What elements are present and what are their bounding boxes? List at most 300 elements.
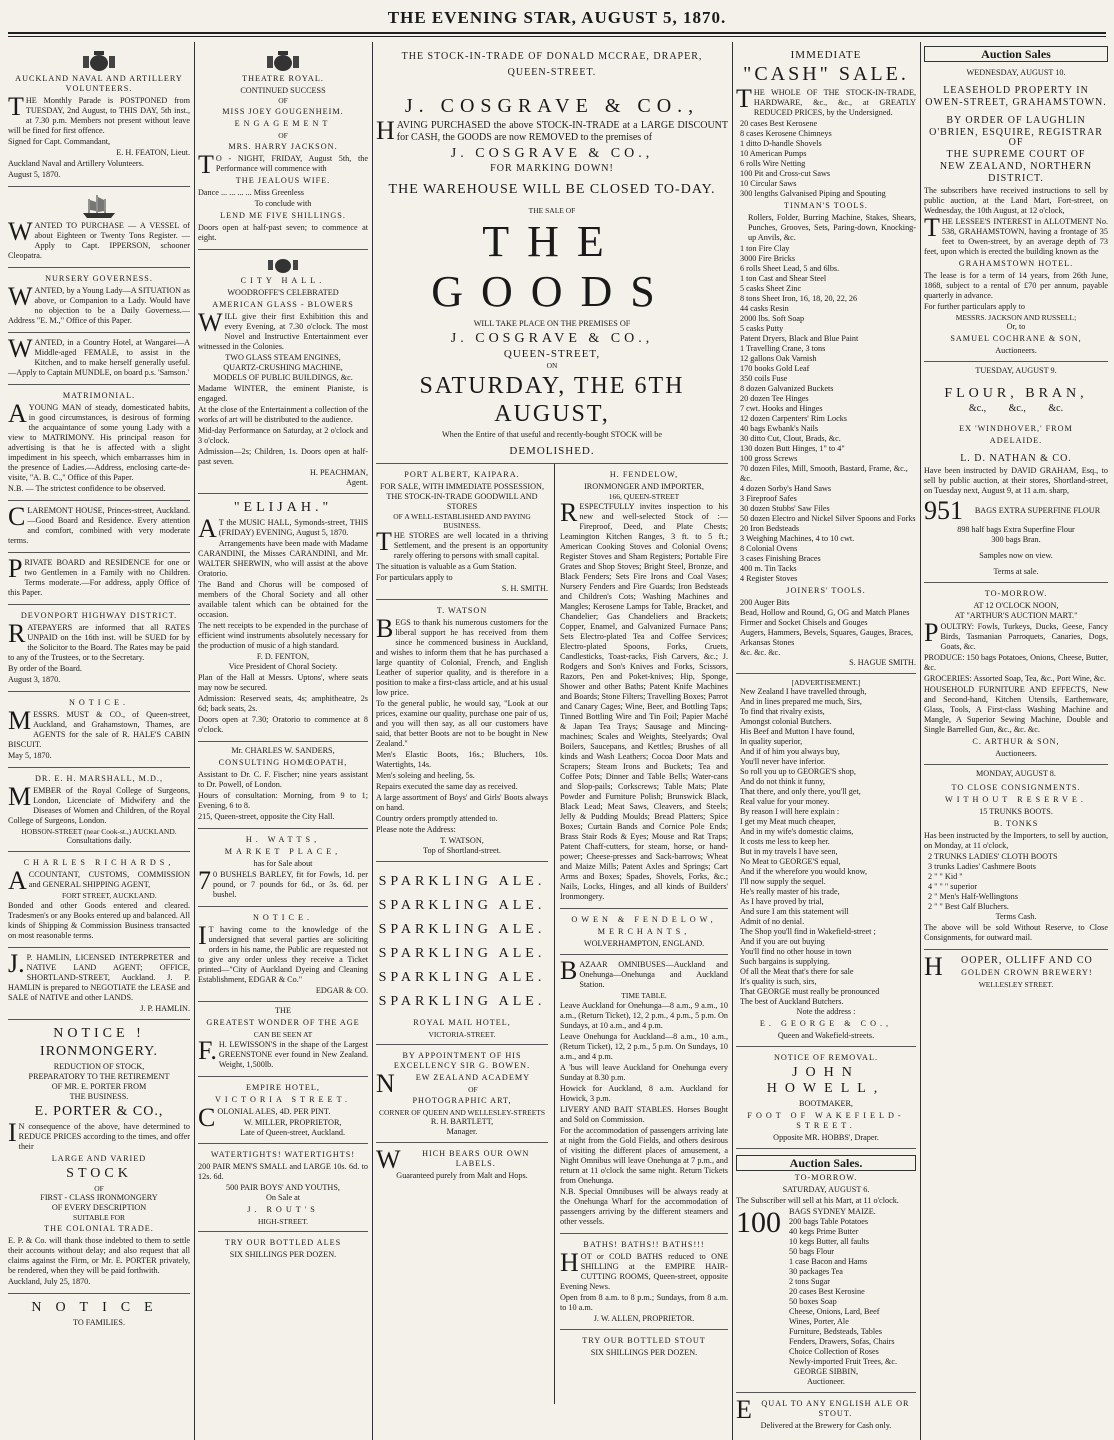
ad-heading: CITY HALL. (240, 276, 326, 285)
list-item: 350 coils Fuse (740, 374, 788, 383)
ad-line: Guaranteed purely from Malt and Hops. (396, 1171, 528, 1180)
item-list (736, 119, 916, 199)
ad-line: OF (94, 1184, 104, 1193)
marshall-ad (8, 768, 190, 852)
ad-heading: IMMEDIATE (790, 49, 862, 61)
ad-body: 200 PAIR MEN'S SMALL and LARGE 10s. 6d. to 12s. 6d. (198, 1162, 368, 1181)
ad-line: THE JEALOUS WIFE. (235, 176, 331, 185)
poem-line: And in my wife's domestic claims, (740, 827, 854, 836)
ad-line: LARGE AND VARIED (51, 1154, 147, 1163)
ad-signature: E. GEORGE & CO., (759, 1019, 893, 1028)
list-item: 2 " Men's Half-Wellingtons (928, 892, 1018, 901)
flour-bran-ad (924, 362, 1108, 583)
ad-signature: GEORGE SIBBIN, (793, 1367, 859, 1376)
poem-line: I'll now supply the sequel. (740, 877, 826, 886)
poem-line: And in lines prepared me much, Sirs, (740, 697, 862, 706)
poem-line: Such bargains is supplying. (740, 957, 830, 966)
list-item: 1 ton Cast and Shear Steel (740, 274, 827, 283)
ad-signature: Auctioneers. (995, 749, 1037, 758)
ad-line: IRONMONGER AND IMPORTER, (584, 482, 704, 491)
list-item: Fenders, Drawers, Sofas, Chairs (789, 1337, 895, 1346)
ad-body: Repairs executed the same day as received. (376, 782, 518, 791)
poem-line: Admit of no denial. (740, 917, 805, 926)
ad-heading: E. PORTER & CO., (34, 1104, 164, 1119)
ad-body: RESPECTFULLY invites inspection to his new and well-selected Stock of :— Fireproof, Deed, and Plate Chests; Leamington Kitchen Ranges, 3 ft. to 5 ft.; American Cooking Stoves and Colonial Ovens; Register Stoves and Sham Registers; Portable Fire Grates and Shop Stoves; Bright Steel, Bronze, and Black Fenders; Sets Fire Irons and Coal Vases; Nursery Fenders and Fire Guards; Iron Bedsteads and Children's Cots; Washing Machines and Mangles; Kerosene Lamps for Table, Bracket, and Chandelier; Gas Chandeliers and Brackets; Copper, Enamel, and Galvanized Furnace Pans; Sets Electro-plated Tea and Coffee Services; Electro-plated Spoons, Forks, Cruets, Candlesticks, Toast-racks, Fish Carvers, &c.; J. Rodgers and Son's Knives and Forks, Scissors, Razors, Pen and Poket-knives; Hip, Sponge, Shower and other Baths; Patent Knife Machines and Boards; Stone Filters; Travelling Boxes; Parrot and Canary Cages; Wine, Beer, and Bottling Taps; Tinned Bottling Wire and Tin Foil; Papier Maché & Japan Tea Trays; Sausage and Mincing-machines; Scales and Weights, Steelyards; Oval Boilers, Saucepans, and Kettles; Brushes of all kinds and Wash Leathers; Cocoa Door Mats and Scrapers; Steam Irons and Buckets; Tea and Coffee Pots; Dinner and Table Bells; Water-cans and Slop-pails; Corkscrews; Table Mats; Plate Powder and Furniture Polish; Brunswick Black, Black Lead; Meat Saws, Cleavers, and Steels; Jelly & Pudding Moulds; Bread Platters; Spice Boxes; Curtain Bands and Cornice Pole Ends; Brass Stair Rods & Eyes; Mouse and Rat Traps; Patent Chaff-cutters, for steam, horse, or hand-power; Cheese-presses and Sack-barrows; Wheat and Maize Mills; Patent Axles and Springs; Cart Arms and Boxes; Spades, Shovels, Forks, &c.; Nails, Locks, Hinges, and all kinds of Builders' Ironmongery. (560, 498, 728, 901)
ad-heading: TO CLOSE CONSIGNMENTS. (951, 783, 1081, 792)
ad-body: The subscribers have received instructions to sell by public auction, at the Land Mart, Fort-street, on Wednesday, the 10th August, at 12 o'clock, (924, 186, 1108, 215)
ad-body: The Band and Chorus will be composed of members of the Choral Society and all other available talent which can be obtained for the occasion. (198, 580, 368, 619)
ad-heading: EQUAL TO ANY ENGLISH ALE OR STOUT. (736, 1395, 910, 1424)
ad-line: QUARTZ-CRUSHING MACHINE, (223, 363, 343, 372)
item-list (785, 1207, 916, 1367)
hamlin-ad (8, 948, 190, 1020)
ad-line: ROYAL MAIL HOTEL, (413, 1018, 511, 1027)
ad-body: THE STORES are well located in a thriving Settlement, and the present is an opportunity rarely offering to persons with small capital. (376, 527, 548, 560)
ad-note: N.B. — The strictest confidence to be observed. (8, 484, 166, 493)
column-rule (920, 42, 921, 1440)
ad-signature: Auckland Naval and Artillery Volunteers. (8, 159, 144, 168)
list-item: 5 casks Putty (740, 324, 784, 333)
ad-signature: Vice President of Choral Society. (228, 662, 338, 671)
list-item: 1 case Bacon and Hams (789, 1257, 868, 1266)
poem-line: It costs me less to keep her. (740, 837, 830, 846)
ad-body: The situation is valuable as a Gum Station. (376, 562, 517, 571)
ad-body: PRIVATE BOARD and RESIDENCE for one or two Gentlemen in a Family with no Children. Terms moderate.—For address, apply Office of this Paper. (8, 554, 190, 597)
royal-crest-icon (79, 50, 119, 72)
list-item: 8 tons Sheet Iron, 16, 18, 20, 22, 26 (740, 294, 858, 303)
private-board-ad (8, 553, 190, 605)
poem-line: It's quality is such, sirs, (740, 977, 817, 986)
poem-line: And if the wherefore you would know, (740, 867, 868, 876)
poem-line: You'll never have inferior. (740, 757, 826, 766)
watson-ad (376, 600, 548, 862)
ad-line: FIRST - CLASS IRONMONGERY (40, 1193, 158, 1202)
ad-line: CORNER OF QUEEN AND WELLESLEY-STREETS (378, 1108, 546, 1117)
ad-body: WILL give their first Exhibition this and every Evening, at 7.30 o'clock. The most Novel and Instructive Entertainment ever witnessed in the Colonies. (198, 308, 368, 351)
ad-body: Mid-day Performance on Saturday, at 2 o'clock and 3 o'clock. (198, 426, 368, 445)
ad-signature: Late of Queen-street, Auckland. (240, 1128, 346, 1137)
ad-body: CLAREMONT HOUSE, Princes-street, Auckland.—Good Board and Residence. Every attention and comfort, combined with very moderate terms. (8, 502, 190, 545)
ad-heading: HOOPER, OLLIFF AND CO (924, 952, 1093, 981)
poem-line: He's really master of his trade, (740, 887, 840, 896)
ad-body: Doors open at 7.30; Oratorio to commence at 8 o'clock. (198, 715, 368, 734)
list-item: 2 TRUNKS LADIES' CLOTH BOOTS (928, 852, 1058, 861)
section-heading: Auction Sales. (736, 1155, 916, 1171)
ad-date: August 5, 1870. (8, 170, 61, 179)
list-item: 30 dozen Stubbs' Saw Files (740, 504, 830, 513)
ad-signature: J. P. HAMLIN. (140, 1004, 190, 1013)
ad-body: The lease is for a term of 14 years, from 26th June, 1868, subject to a rental of £70 per annum, payable quarterly in advance. (924, 271, 1108, 300)
poem-lines (736, 687, 916, 1007)
ad-line: Dance ... ... ... ... Miss Greenless (198, 188, 304, 197)
sparkling-ale-ad (376, 862, 548, 1045)
ad-body: WANTED, in a Country Hotel, at Wangarei—A Middle-aged FEMALE, to assist in the Kitchen, and to make herself generally useful.—Apply to Captain MUNDLE, on board p.s. 'Samson.' (8, 334, 190, 377)
ad-body: Please note the Address: (376, 825, 456, 834)
city-hall-ad (198, 250, 368, 494)
kaipara-ad (376, 464, 548, 600)
ad-heading: DR. E. H. MARSHALL, M.D., (34, 774, 164, 783)
poem-line: That there, and only there, you'll get, (740, 787, 861, 796)
ad-heading: JOINERS' TOOLS. (786, 586, 866, 595)
ad-signature: E. H. FEATON, Lieut. (116, 148, 190, 157)
ad-line: BAGS EXTRA SUPERFINE FLOUR (974, 506, 1101, 515)
list-item: Furniture, Bedsteads, Tables (789, 1327, 882, 1336)
ad-heading: AUCKLAND NAVAL AND ARTILLERY VOLUNTEERS. (15, 74, 183, 93)
ad-date: August 3, 1870. (8, 675, 61, 684)
ad-body: Or, to (1006, 322, 1026, 331)
list-item: 200 bags Table Potatoes (789, 1217, 869, 1226)
ad-heading: T. WATSON (436, 606, 488, 615)
ad-body: THE WHOLE OF THE STOCK-IN-TRADE, HARDWARE, &c., &c., at GREATLY REDUCED PRICES, by the Undersigned. (736, 84, 916, 117)
ad-line: FOR MARKING DOWN! (490, 163, 614, 174)
list-item: 10 Circular Saws (740, 179, 797, 188)
ad-heading: WITHOUT RESERVE. (945, 795, 1087, 804)
arthur-mart-ad (924, 583, 1108, 765)
list-item: 7 cwt. Hooks and Hinges (740, 404, 823, 413)
ad-heading: THE WAREHOUSE WILL BE CLOSED TO-DAY. (388, 182, 716, 197)
item-list (736, 244, 916, 584)
ad-body: LIVERY AND BAIT STABLES. Horses Bought and Sold on Commission. (560, 1105, 728, 1124)
theatre-royal-ad (198, 44, 368, 250)
ad-heading: GREATEST WONDER OF THE AGE (206, 1018, 360, 1027)
ad-line: ENGAGEMENT (234, 119, 332, 128)
poem-line: New Zealand I have travelled through, (740, 687, 867, 696)
ad-heading: H. WATTS, (245, 835, 321, 844)
ad-heading: FLOUR, BRAN, (944, 386, 1088, 401)
ad-date: MONDAY, AUGUST 8. (976, 769, 1056, 778)
ad-line: 300 bags Bran. (991, 535, 1041, 544)
ad-body: Have been instructed by DAVID GRAHAM, Esq., to sell by public auction, at their stores, Shortland-street, on Tuesday next, August 9, at 11 a.m. sharp, (924, 466, 1108, 495)
list-item: 2 tons Sugar (789, 1277, 830, 1286)
ad-body: For the accommodation of passengers arriving late at night from the Gold Fields, and others desirous of visiting the different places of amusement, a Night Omnibus will leave Onehunga at 7 p.m., and return at 11 o'clock the same night. Return Tickets from Onehunga. (560, 1126, 728, 1185)
ad-heading: NEW ZEALAND ACADEMY (376, 1069, 531, 1098)
ad-line: OF (278, 131, 288, 140)
ad-body: A large assortment of Boys' and Girls' Boots always on hand. (376, 793, 548, 812)
ad-heading: WHICH BEARS OUR OWN LABELS. (376, 1145, 530, 1174)
ad-heading: SATURDAY, THE 6TH AUGUST, (419, 373, 685, 427)
list-item: 130 dozen Butt Hinges, 1" to 4" (740, 444, 845, 453)
fendelow-ad (560, 464, 728, 909)
list-item: 20 Iron Bedsteads (740, 524, 800, 533)
list-item: 10 kegs Butter, all faults (789, 1237, 869, 1246)
ad-line: Delivered at the Brewery for Cash only. (760, 1421, 892, 1430)
ad-line: MISS JOEY GOUGENHEIM. (222, 107, 344, 116)
cash-sale-ad (736, 44, 916, 674)
ad-line: Opposite MR. HOBBS', Draper. (773, 1133, 879, 1142)
ad-date: WEDNESDAY, AUGUST 10. (966, 68, 1066, 77)
ad-line: Doors open at half-past seven; to commence at eight. (198, 223, 368, 242)
ad-heading: NOTICE ! (53, 1026, 145, 1041)
sanders-ad (198, 742, 368, 829)
ad-heading: NOTICE OF REMOVAL. (773, 1053, 879, 1062)
list-item: Wines, Porter, Ale (789, 1317, 849, 1326)
ad-body: The above will be sold Without Reserve, to Close Consignments, for outward mail. (924, 923, 1108, 942)
ad-body: At the close of the Entertainment a collection of the works of art will be distributed to the audience. (198, 405, 368, 424)
ad-line: CAN BE SEEN AT (253, 1030, 313, 1039)
removal-ad (736, 1047, 916, 1149)
ad-heading: O'BRIEN, ESQUIRE, REGISTRAR OF (929, 127, 1103, 148)
ad-body: Bonded and other Goods entered and cleared. Tradesmen's or any Books entered up and balanced. All kinds of Shipping & Commission Business transacted on most reasonable terms. (8, 901, 190, 940)
list-item: Augers, Hammers, Bevels, Squares, Gauges, Braces, Arkansas Stones (740, 628, 914, 647)
ad-body: THE Monthly Parade is POSTPONED from TUESDAY, 2nd August, to THIS DAY, 5th inst., at 7.30 p.m. Members not present without leave will be fined for first offence. (8, 92, 190, 135)
ad-body: COLONIAL ALES, 4D. PER PINT. (198, 1103, 331, 1132)
list-item: 40 bags Ewbank's Nails (740, 424, 819, 433)
ad-line: BOOTMAKER, (799, 1099, 853, 1108)
poem-line: To find that rivalry exists, (740, 707, 825, 716)
list-item: 2000 lbs. Soft Soap (740, 314, 805, 323)
column-3 (376, 44, 728, 1436)
wanted-vessel-ad (8, 187, 190, 268)
section-heading: Auction Sales (924, 46, 1108, 62)
column-rule (194, 42, 195, 1440)
poem-line: In quality superior, (740, 737, 803, 746)
hooper-brewery-ad (924, 950, 1108, 994)
ad-body: Leave Auckland for Onehunga—8 a.m., 9 a.m., 10 a.m., (Return Ticket), 12, 2 p.m., 4 p.m., 5 p.m. On Sundays, at 10 a.m., and 4 p.m. (560, 1001, 728, 1030)
bazaar-omnibus-ad (560, 955, 728, 1234)
item-list (924, 852, 1108, 912)
ad-line: VICTORIA-STREET. (428, 1030, 496, 1039)
masthead-rule-thin (8, 36, 1106, 37)
list-item: 70 dozen Files, Mill, Smooth, Bastard, Frame, &c., &c. (740, 464, 908, 483)
ad-signature: EDGAR & CO. (315, 986, 368, 995)
list-item: 2 " " Best Calf Bluchers. (928, 902, 1009, 911)
lot-number: 951 (924, 496, 963, 525)
sparkling-ale-line: SPARKLING ALE. (378, 970, 546, 985)
list-item: Patent Dryers, Black and Blue Paint (740, 334, 859, 343)
list-item: 100 gross Screws (740, 454, 798, 463)
ad-body: Has been instructed by the Importers, to sell by auction, on Monday, at 11 o'clock, (924, 831, 1108, 850)
ad-body: Men's soleing and heeling, 5s. (376, 771, 475, 780)
ad-body: MEMBER of the Royal College of Surgeons, London, Licenciate of Midwifery and the Diseases of Women and Children, of the Royal College of Surgeons, London. (8, 782, 190, 825)
ad-heading: LEASEHOLD PROPERTY IN (943, 85, 1089, 96)
bowen-academy-ad (376, 1045, 548, 1143)
poem-line: The Shop you'll find in Wakefield-street ; (740, 927, 876, 936)
ad-line: When the Entire of that useful and recently-bought STOCK will be (442, 430, 662, 439)
ad-hours: Consultations daily. (66, 836, 132, 845)
ad-body: 215, Queen-street, opposite the City Hall. (198, 812, 335, 821)
ad-body: BEGS to thank his numerous customers for the liberal support he has received from them since he commenced business in Auckland, and wishes to inform them that he has purchased a large quantity of Colonial, French, and English Leather of superior quality, and is therefore in a position to make a first-class article, and at his usual low price. (376, 614, 548, 697)
list-item: 40 kegs Prime Butter (789, 1227, 859, 1236)
ad-line: THE STOCK-IN-TRADE GOODWILL AND STORES (386, 492, 538, 511)
column-3-right (560, 464, 728, 1363)
ad-heading: Mr. CHARLES W. SANDERS, (231, 746, 335, 755)
bottled-stout-ad (560, 1330, 728, 1363)
ad-line: AT 12 O'CLOCK NOON, (973, 601, 1059, 610)
lot-number: 100 (736, 1206, 781, 1239)
ad-signature: F. D. FENTON, (256, 652, 310, 661)
ad-heading: TRY OUR BOTTLED ALES (224, 1238, 342, 1247)
ad-line: On Sale at (265, 1193, 301, 1202)
ad-line: Terms Cash. (995, 912, 1037, 921)
greatest-wonder-ad (198, 1002, 368, 1077)
list-item: 4 " " " superior (928, 882, 978, 891)
ad-date: TUESDAY, AUGUST 9. (975, 366, 1057, 375)
column-rule (554, 464, 555, 1404)
list-item: Bead, Hollow and Round, G, OG and Match Planes (740, 608, 910, 617)
ad-heading: DEVONPORT HIGHWAY DISTRICT. (20, 611, 178, 620)
list-item: Newly-imported Fruit Trees, &c. (789, 1357, 898, 1366)
list-item: 4 Register Stoves (740, 574, 798, 583)
auction-lot (736, 1207, 916, 1367)
list-item: BAGS SYDNEY MAIZE. (789, 1207, 876, 1216)
ad-heading: THE STOCK-IN-TRADE OF DONALD MCCRAE, DRAPER, (401, 51, 703, 62)
ad-line: has for Sale about (253, 859, 313, 868)
ad-signature: SAMUEL COCHRANE & SON, (950, 334, 1082, 343)
ad-signature: J. ROUT'S (247, 1205, 319, 1214)
poem-line: And do not think it funny, (740, 777, 825, 786)
ad-line: PREPARATORY TO THE RETIREMENT (28, 1072, 170, 1081)
ad-signature: C. ARTHUR & SON, (972, 737, 1060, 746)
richards-ad (8, 852, 190, 948)
edgar-notice-ad (198, 907, 368, 1002)
column-rule (732, 42, 733, 1440)
ad-signature: By order of the Board. (8, 664, 82, 673)
ad-body: HAVING PURCHASED the above STOCK-IN-TRADE at a LARGE DISCOUNT for CASH, the GOODS are now REMOVED to the premises of (376, 116, 728, 145)
poem-line: And if of him you always buy, (740, 747, 840, 756)
claremont-ad (8, 501, 190, 553)
ad-line: QUEEN-STREET, (503, 348, 601, 360)
ad-heading: TO-MORROW. (984, 589, 1048, 598)
poem-line: As I have proved by trial, (740, 897, 824, 906)
ad-line: SUITABLE FOR (72, 1213, 126, 1222)
ad-body: AYOUNG MAN of steady, domesticated habits, in good circumstances, is desirous of forming the acquaintance of some young Lady with a view to MATRIMONY. His principal reason for advertising is that he is affected with a slight impediment in his speech, which embarrasses him in the presence of Ladies.—Address, enclosing carte-de-visite, "A. B. C.," Office of this Paper. (8, 399, 190, 482)
hale-notice-ad (8, 692, 190, 768)
ad-body: Madame WINTER, the eminent Pianiste, is engaged. (198, 384, 368, 403)
equal-ale-ad (736, 1393, 916, 1436)
ad-heading: NOTICE. (68, 698, 130, 707)
ad-body: MESSRS. MUST & CO., of Queen-street, Auckland, and Grahamstown, Thames, are AGENTS for the sale of R. HALE'S CABIN BISCUIT. (8, 706, 190, 749)
column-2 (198, 44, 368, 1436)
ad-heading: DISTRICT. (988, 173, 1044, 184)
ad-line: WILL TAKE PLACE ON THE PREMISES OF (473, 319, 631, 328)
ad-heading: EX 'WINDHOVER,' FROM (959, 424, 1073, 433)
poem-line: That GEORGE must really be pronounced (740, 987, 880, 996)
ad-line: OF (278, 96, 288, 105)
poem-line: His Beef and Mutton I have found, (740, 727, 855, 736)
ad-heading: QUEEN-STREET. (507, 67, 597, 78)
ad-heading: BY APPOINTMENT OF HIS EXCELLENCY SIR G. BOWEN. (393, 1051, 531, 1070)
ad-heading: THE SUPREME COURT OF (946, 149, 1086, 160)
ad-body: MESSRS. JACKSON AND RUSSELL; (955, 313, 1077, 322)
ad-body: IN consequence of the above, have determined to REDUCE PRICES according to the times, and offer their (8, 1118, 190, 1151)
consignments-ad (924, 765, 1108, 950)
ad-body: POULTRY: Fowls, Turkeys, Ducks, Geese, Fancy Birds, Tasmanian Parroquets, Canaries, Dogs, Goats, &c. (924, 618, 1108, 651)
column-1 (8, 44, 190, 1436)
porter-ironmongery-ad (8, 1020, 190, 1294)
ad-line: 500 PAIR BOYS' AND YOUTHS, (226, 1183, 340, 1192)
labels-ad (376, 1143, 548, 1186)
list-item: 300 lengths Galvanised Piping and Spouting (740, 189, 886, 198)
ad-line: OF (468, 1085, 478, 1094)
list-item: 8 Colonial Ovens (740, 544, 798, 553)
list-item: 50 bags Flour (789, 1247, 835, 1256)
ad-signature: Signed for Capt. Commandant, (8, 137, 111, 146)
ad-signature: HIGH-STREET. (257, 1217, 309, 1226)
ad-body: Rollers, Folder, Burring Machine, Stakes, Shears, Punches, Grooves, Sets, Paring-down, Knocking-up Anvils, &c. (748, 213, 916, 242)
ad-line: MRS. HARRY JACKSON. (228, 142, 338, 151)
ad-heading: OWEN & FENDELOW, (571, 915, 717, 924)
nursery-governess-ad (8, 268, 190, 333)
list-item: 1 ton Fire Clay (740, 244, 790, 253)
watts-ad (198, 829, 368, 907)
ad-line: TWO GLASS STEAM ENGINES, (225, 353, 341, 362)
list-item: Firmer and Socket Chisels and Gouges (740, 618, 868, 627)
ad-signature: Manager. (446, 1127, 478, 1136)
ad-heading: OWEN-STREET, GRAHAMSTOWN. (925, 97, 1107, 108)
ad-heading: THE GOODS (431, 217, 673, 316)
ad-heading: NOTICE (31, 1300, 167, 1315)
column-5 (924, 44, 1108, 1436)
sparkling-ale-line: SPARKLING ALE. (378, 898, 546, 913)
ad-body: F.H. LEWISSON'S in the shape of the Largest GREENSTONE ever found in New Zealand. Weight, 1,500lb. (198, 1036, 368, 1069)
ad-heading: GOLDEN CROWN BREWERY! (961, 968, 1093, 977)
ad-date: May 5, 1870. (8, 751, 52, 760)
ad-heading: ADELAIDE. (989, 436, 1043, 445)
poem-line: By reason I will here explain : (740, 807, 840, 816)
sparkling-ale-line: SPARKLING ALE. (378, 922, 546, 937)
ad-body: N.B. Special Omnibuses will be always ready at the Onehunga Wharf for the accommodation of passengers arriving by the different steamers and other vessels. (560, 1187, 728, 1226)
list-item: 400 m. Tin Tacks (740, 564, 797, 573)
ad-body: Assistant to Dr. C. F. Fischer; nine years assistant to Dr. Powell, of London. (198, 770, 368, 789)
ad-heading: MATRIMONIAL. (62, 391, 136, 400)
column-rule (372, 42, 373, 1440)
list-item: 200 Auger Bits (740, 598, 790, 607)
list-item: 44 casks Resin (740, 304, 789, 313)
ad-body: HOUSEHOLD FURNITURE AND EFFECTS, New and Second-hand, Kitchen Utensils, Earthenware, Glass, Tools, A First-class Washing Machine and Mangle, A Superior Sewing Machine, Double and Single Barrelled Gun, &c., &c. &c. (924, 685, 1108, 734)
ad-line: THE COLONIAL TRADE. (44, 1224, 154, 1233)
ad-body: AT the MUSIC HALL, Symonds-street, THIS (FRIDAY) EVENING, August 5, 1870. (198, 514, 368, 543)
ad-signature: R. H. BARTLETT, (430, 1117, 494, 1126)
masthead-rule (8, 32, 1106, 34)
ad-heading: CONSULTING HOMŒOPATH, (218, 758, 348, 767)
ad-body: Admission: Reserved seats, 4s; amphitheatre, 2s 6d; back seats, 2s. (198, 694, 368, 713)
ad-body: J.P. HAMLIN, LICENSED INTERPRETER and NATIVE LAND AGENT; OFFICE, SHORTLAND-STREET, Auckland. J. P. HAMLIN is prepared to NEGOTIATE the LEASE and SALE of NATIVE and other LANDS. (8, 949, 190, 1002)
ad-line: WELLESLEY STREET. (978, 980, 1054, 989)
poem-line: But in my travels I have seen, (740, 847, 838, 856)
ad-signature: Queen and Wakefield-streets. (777, 1031, 875, 1040)
poem-line: The best of Auckland Butchers. (740, 997, 844, 1006)
poem-line: No Meat to GEORGE'S equal, (740, 857, 841, 866)
list-item: 8 cases Kerosene Chimneys (740, 129, 832, 138)
list-item: 3 Fireproof Safes (740, 494, 797, 503)
ad-body: Arrangements have been made with Madame CARANDINI, the Misses CARANDINI, and Mr. WALTER SHERWIN, who will assist at the above Oratorio. (198, 539, 368, 578)
list-item: 3000 Fire Bricks (740, 254, 796, 263)
ad-line: &c., &c., &c. (968, 403, 1064, 414)
ad-body: Howick for Auckland, 8 a.m. Auckland for Howick, 3 p.m. (560, 1084, 728, 1103)
ad-signature: J. W. ALLEN, PROPRIETOR. (593, 1314, 695, 1323)
ad-line: SATURDAY, AUGUST 6. (782, 1185, 870, 1194)
ad-line: FOR SALE, WITH IMMEDIATE POSSESSION, (379, 482, 545, 491)
list-item: 10 American Pumps (740, 149, 807, 158)
ad-line: Note the address : (796, 1007, 856, 1016)
list-item: 6 rolls Wire Netting (740, 159, 806, 168)
naval-volunteers-ad (8, 44, 190, 187)
ad-address: HOBSON-STREET (near Cook-st.,) AUCKLAND. (21, 827, 177, 836)
ad-line: To conclude with (254, 199, 312, 208)
ad-signature: S. H. SMITH. (501, 584, 548, 593)
ad-line: ON (546, 361, 558, 370)
ad-body: WANTED, by a Young Lady—A SITUATION as above, or Companion to a Lady. Would have no objection to be a Daily Governess.—Address "E. M.," Office of this Paper. (8, 282, 190, 325)
poem-line: You'll find no other house in town (740, 947, 852, 956)
ad-signature: Top of Shortland-street. (423, 846, 501, 855)
ad-signature: Auctioneers. (995, 346, 1037, 355)
ad-heading: J. COSGRAVE & CO., (404, 95, 700, 117)
list-item: Cheese, Onions, Lard, Beef (789, 1307, 880, 1316)
ad-heading: H. FENDELOW, (609, 470, 679, 479)
list-item: 100 Pit and Cross-cut Saws (740, 169, 831, 178)
masthead (0, 0, 1114, 40)
ad-body: PRODUCE: 150 bags Potatoes, Onions, Cheese, Butter, &c. (924, 653, 1108, 672)
